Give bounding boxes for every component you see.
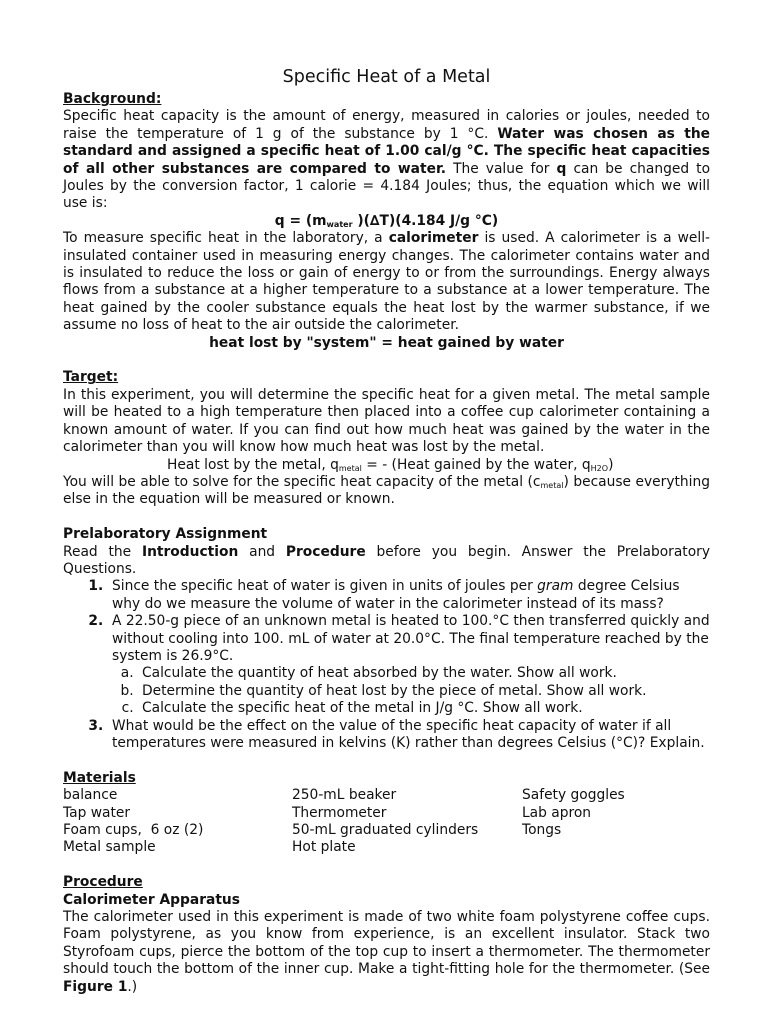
- material-item: balance: [63, 787, 118, 804]
- prelab-heading: Prelaboratory Assignment: [63, 526, 268, 543]
- target-paragraph-1: In this experiment, you will determine the specific heat for a given metal. The metal sample will be heated to a high temperature then placed into a coffee cup calorimeter containing a known amount of water. If you can find out how much heat was gained by the water in the calorimeter than you will know how much heat was lost by the metal.: [63, 386, 710, 456]
- prelab-question-2c: c. Calculate the specific heat of the metal in J/g °C. Show all work.: [138, 700, 710, 717]
- materials-heading: Materials: [63, 769, 136, 786]
- prelab-question-2b: b. Determine the quantity of heat lost by the piece of metal. Show all work.: [138, 683, 710, 700]
- material-item: Thermometer: [292, 804, 387, 821]
- material-item: Foam cups, 6 oz (2): [63, 822, 204, 839]
- prelab-question-list: [63, 578, 710, 752]
- background-heading: Background:: [63, 91, 162, 107]
- material-item: Hot plate: [292, 839, 356, 856]
- prelab-question-2-parts: [112, 665, 710, 717]
- materials-list: [63, 787, 710, 857]
- materials-column-1: [63, 787, 292, 857]
- material-item: Safety goggles: [522, 787, 625, 804]
- specific-heat-equation: $q = (m_{water}$ )(∆T)(4.184 J/g °C): [274, 212, 499, 229]
- page-title: Specific Heat of a Metal: [282, 67, 491, 87]
- materials-column-3: [522, 787, 672, 857]
- material-item: 50-mL graduated cylinders: [292, 822, 479, 839]
- background-paragraph-1: Specific heat capacity is the amount of energy, measured in calories or joules, needed to raise the temperature of 1 g of the substance by 1 °C. Water was chosen as the standard and assigned a specific heat of 1.00 cal/g °C. The specific heat capacities of all other substances are compared to water. The value for q can be changed to Joules by the conversion factor, 1 calorie = 4.184 Joules; thus, the equation which we will use is:: [63, 108, 711, 212]
- prelab-question-3: 3. What would be the effect on the value of the specific heat capacity of water if all temperatures were measured in kelvins (K) rather than degrees Celsius (°C)? Explain.: [108, 718, 710, 753]
- heat-balance-equation: heat lost by "system" = heat gained by water: [209, 334, 564, 351]
- prelab-question-2a: a. Calculate the quantity of heat absorbed by the water. Show all work.: [138, 665, 710, 682]
- material-item: Tongs: [522, 822, 562, 839]
- materials-column-2: [292, 787, 522, 857]
- background-paragraph-2: To measure specific heat in the laboratory, a calorimeter is used. A calorimeter is a well-insulated container used in measuring energy changes. The calorimeter contains water and is insulated to reduce the loss or gain of energy to or from the surroundings. Energy always flows from a substance at a higher temperature to a substance at a lower temperature. The heat gained by the cooler substance equals the heat lost by the warmer substance, if we assume no loss of heat to the air outside the calorimeter.: [63, 230, 711, 334]
- prelab-question-1: 1. Since the specific heat of water is given in units of joules per gram degree Celsius why do we measure the volume of water in the calorimeter instead of its mass?: [108, 578, 710, 613]
- calorimeter-apparatus-heading: Calorimeter Apparatus: [63, 891, 240, 908]
- material-item: Metal sample: [63, 839, 156, 856]
- prelab-intro: Read the Introduction and Procedure before you begin. Answer the Prelaboratory Questions.: [63, 543, 710, 577]
- target-equation: Heat lost by the metal, $q_{metal}$ = - (Heat gained by the water, $q_{H2O}$): [167, 456, 614, 473]
- prelab-question-2: 2. A 22.50-g piece of an unknown metal is heated to 100.°C then transferred quickly and without cooling into 100. mL of water at 20.0°C. The final temperature reached by the system is 26.9°C. a. Calculate the quantity of heat absorbed by the water. Show all work. b. Determine the quantity of heat lost by the piece of metal. Show all work. c. Calculate the specific heat of the metal in J/g °C. Show all work.: [108, 613, 710, 717]
- material-item: Tap water: [63, 804, 131, 821]
- procedure-paragraph-1: The calorimeter used in this experiment is made of two white foam polystyrene coffee cups. Foam polystyrene, as you know from experience, is an excellent insulator. Stack two Styrofoam cups, pierce the bottom of the top cup to insert a thermometer. The thermometer should touch the bottom of the inner cup. Make a tight-fitting hole for the thermometer. (See Figure 1.): [63, 909, 710, 995]
- target-heading: Target:: [63, 369, 119, 386]
- material-item: 250-mL beaker: [292, 787, 397, 804]
- material-item: Lab apron: [522, 804, 592, 821]
- target-paragraph-2: You will be able to solve for the specific heat capacity of the metal $(c_{metal})$ because everything else in the equation will be measured or known.: [63, 473, 710, 508]
- procedure-heading: Procedure: [63, 874, 143, 891]
